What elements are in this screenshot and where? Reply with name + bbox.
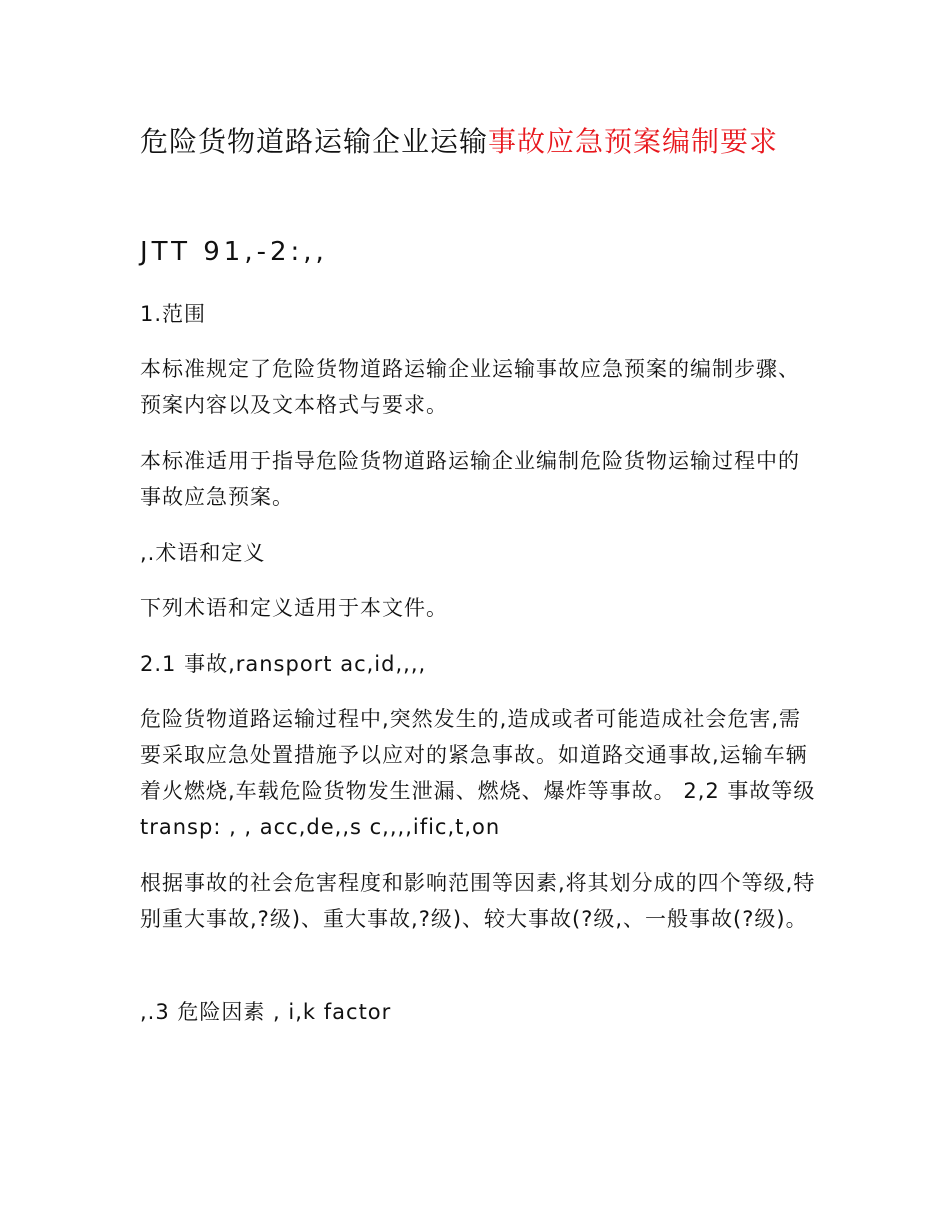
term-heading-risk-factor: ,.3 危险因素 , i,k factor <box>140 1000 392 1024</box>
paragraph-terms-intro: 下列术语和定义适用于本文件。 <box>140 596 448 620</box>
paragraph-accident-levels: 根据事故的社会危害程度和影响范围等因素,将其划分成的四个等级,特别重大事故,?级)、重大事故,?级)、较大事故(?级,、一般事故(?级)。 <box>140 871 816 931</box>
standard-code: JTT 91,-2:,, <box>140 237 328 267</box>
paragraph-scope-1: 本标准规定了危险货物道路运输企业运输事故应急预案的编制步骤、预案内容以及文本格式与要求。 <box>140 357 800 417</box>
section-heading-scope: 1.范围 <box>140 302 207 326</box>
title-highlight: 事故应急预案编制要求 <box>488 125 779 158</box>
term-heading-accident: 2.1 事故,ransport ac,id,,,, <box>140 652 427 676</box>
document-title <box>140 120 820 164</box>
paragraph-scope-2: 本标准适用于指导危险货物道路运输企业编制危险货物运输过程中的事故应急预案。 <box>140 449 800 509</box>
paragraph-accident-definition: 危险货物道路运输过程中,突然发生的,造成或者可能造成社会危害,需要采取应急处置措施予以应对的紧急事故。如道路交通事故,运输车辆着火燃烧,车载危险货物发生泄漏、燃烧、爆炸等事故。 2,2 事故等级 transp: , , acc,de,,s c,,,,ific,t,on <box>140 707 816 839</box>
section-heading-terms: ,.术语和定义 <box>140 541 266 565</box>
title-main: 危险货物道路运输企业运输 <box>140 125 489 158</box>
